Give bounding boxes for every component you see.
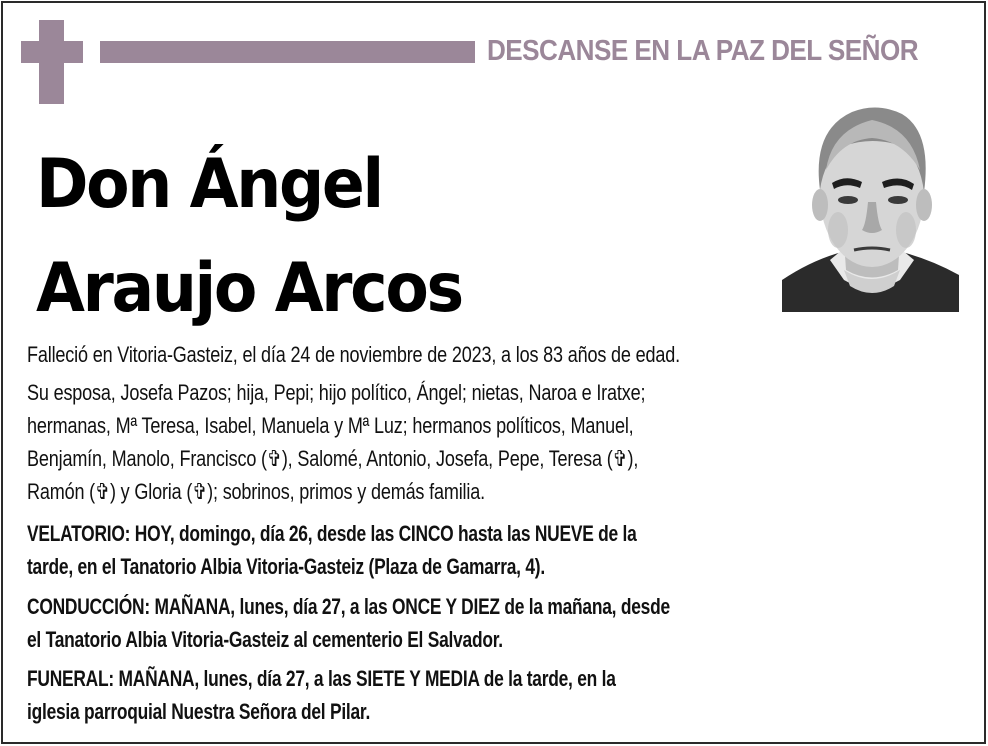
velatorio-line: VELATORIO: HOY, domingo, día 26, desde las CINCO hasta las NUEVE de la xyxy=(27,521,637,546)
family-line: hermanas, Mª Teresa, Isabel, Manuela y Mª Luz; hermanos políticos, Manuel, xyxy=(27,413,634,438)
header-title: DESCANSE EN LA PAZ DEL SEÑOR xyxy=(487,35,919,67)
deceased-name-line2: Araujo Arcos xyxy=(36,249,462,328)
deceased-name-line1: Don Ángel xyxy=(36,145,382,224)
conduccion-line: el Tanatorio Albia Vitoria-Gasteiz al cementerio El Salvador. xyxy=(27,627,503,652)
portrait-image xyxy=(782,100,959,312)
family-line: Su esposa, Josefa Pazos; hija, Pepi; hijo político, Ángel; nietas, Naroa e Iratxe; xyxy=(27,380,646,405)
conduccion-line: CONDUCCIÓN: MAÑANA, lunes, día 27, a las ONCE Y DIEZ de la mañana, desde xyxy=(27,594,670,619)
deceased-name xyxy=(36,133,462,341)
cross-icon-horizontal-bar xyxy=(21,41,83,63)
obituary-card xyxy=(1,1,986,744)
funeral-line: FUNERAL: MAÑANA, lunes, día 27, a las SIETE Y MEDIA de la tarde, en la xyxy=(27,666,616,691)
deceased-photo xyxy=(782,100,959,312)
death-notice-text: Falleció en Vitoria-Gasteiz, el día 24 de noviembre de 2023, a los 83 años de edad. xyxy=(27,342,680,367)
death-notice xyxy=(27,338,802,371)
funeral-line: iglesia parroquial Nuestra Señora del Pilar. xyxy=(27,699,371,724)
family-list xyxy=(27,376,802,508)
velatorio-notice xyxy=(27,517,774,583)
family-line: Benjamín, Manolo, Francisco (✞), Salomé, Antonio, Josefa, Pepe, Teresa (✞), xyxy=(27,446,639,471)
funeral-notice xyxy=(27,662,774,728)
family-line: Ramón (✞) y Gloria (✞); sobrinos, primos y demás familia. xyxy=(27,479,485,504)
conduccion-notice xyxy=(27,590,774,656)
velatorio-line: tarde, en el Tanatorio Albia Vitoria-Gasteiz (Plaza de Gamarra, 4). xyxy=(27,554,545,579)
header-rule xyxy=(100,41,475,63)
